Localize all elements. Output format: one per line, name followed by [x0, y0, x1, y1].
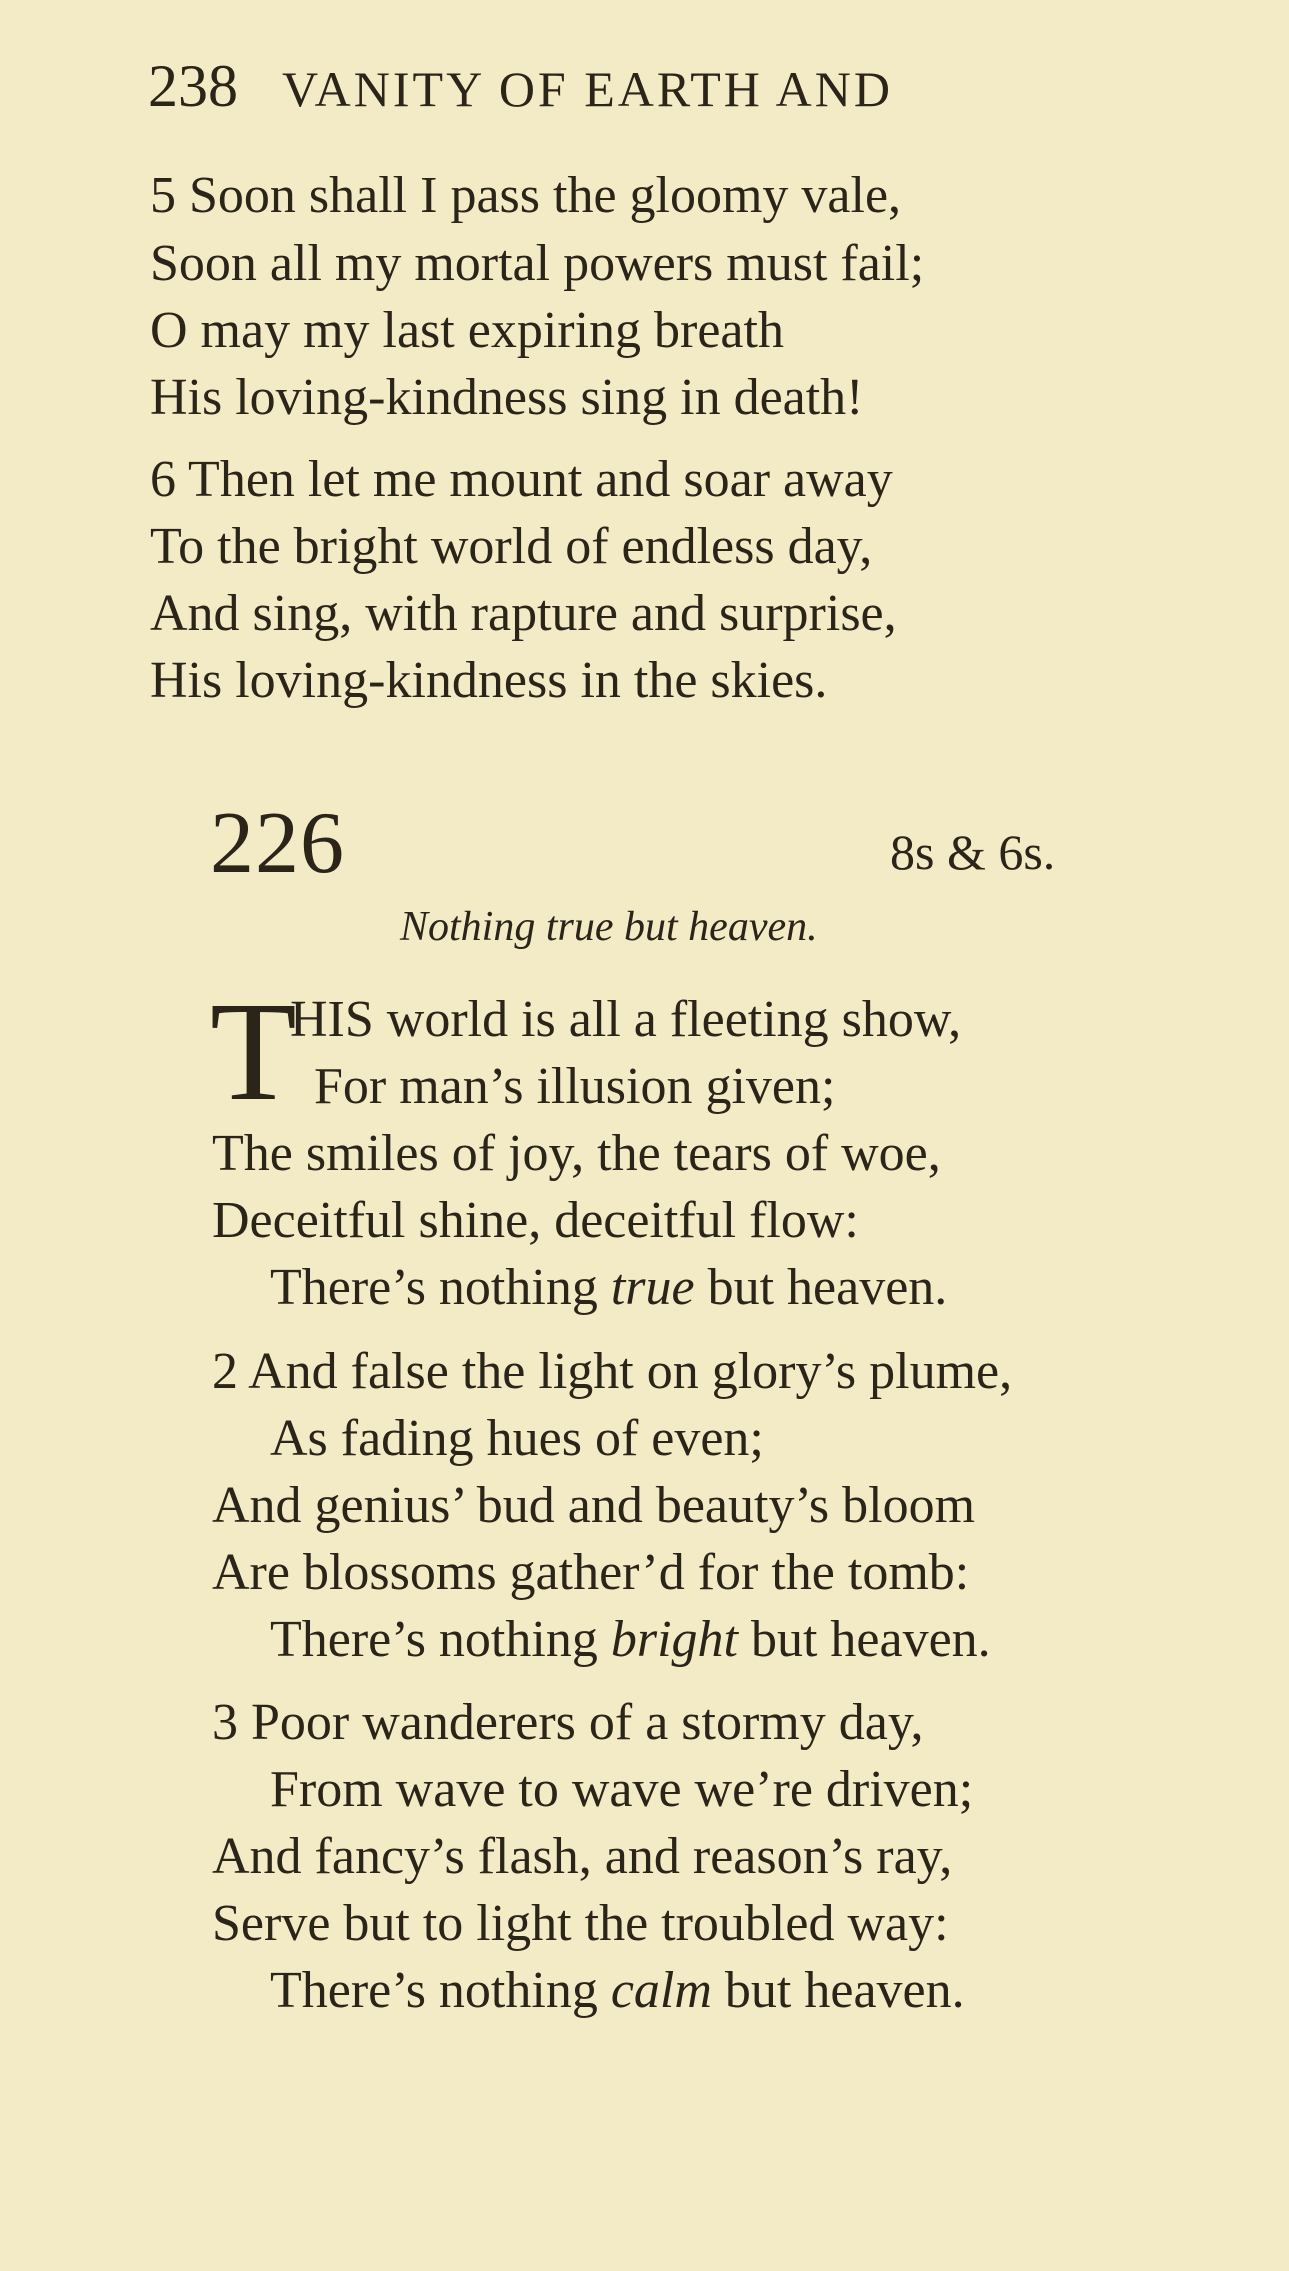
refrain-key-word: calm — [610, 1962, 712, 2019]
verse-line: His loving-kindness in the skies. — [150, 652, 828, 709]
verse-line: For man’s illusion given; — [314, 1058, 836, 1115]
verse-line: To the bright world of endless day, — [150, 518, 873, 575]
verse-line: His loving-kindness sing in death! — [150, 369, 864, 426]
verse-line: Are blossoms gather’d for the tomb: — [212, 1544, 970, 1601]
verse-line: O may my last expiring breath — [150, 302, 784, 359]
hymn-title: Nothing true but heaven. — [400, 904, 818, 950]
page-header — [148, 52, 893, 121]
verse-line: The smiles of joy, the tears of woe, — [212, 1125, 941, 1182]
drop-cap: T — [210, 972, 297, 1130]
verse-line: 6 Then let me mount and soar away — [150, 451, 893, 508]
hymn-number: 226 — [210, 795, 345, 892]
verse-line: And genius’ bud and beauty’s bloom — [212, 1477, 976, 1534]
verse-line: Serve but to light the troubled way: — [212, 1895, 949, 1952]
page-number: 238 — [148, 53, 238, 119]
running-title: VANITY OF EARTH AND — [282, 61, 893, 117]
verse-line: 3 Poor wanderers of a stormy day, — [212, 1694, 924, 1751]
verse-line: And sing, with rapture and surprise, — [150, 585, 897, 642]
refrain-key-word: true — [610, 1259, 695, 1316]
verse-line: From wave to wave we’re driven; — [270, 1761, 974, 1818]
verse-line: Soon all my mortal powers must fail; — [150, 235, 925, 292]
verse-line: As fading hues of even; — [270, 1410, 764, 1467]
refrain-line: There’s nothing calm but heaven. — [270, 1962, 965, 2019]
verse-line: Deceitful shine, deceitful flow: — [212, 1192, 859, 1249]
refrain-line: There’s nothing bright but heaven. — [270, 1611, 991, 1668]
verse-line: And fancy’s flash, and reason’s ray, — [212, 1828, 953, 1885]
refrain-line: There’s nothing true but heaven. — [270, 1259, 948, 1316]
hymn-meter: 8s & 6s. — [890, 824, 1056, 880]
verse-line: 2 And false the light on glory’s plume, — [212, 1343, 1013, 1400]
verse-line: HIS world is all a fleeting show, — [290, 991, 962, 1048]
verse-line: 5 Soon shall I pass the gloomy vale, — [150, 167, 902, 224]
refrain-key-word: bright — [610, 1611, 738, 1668]
